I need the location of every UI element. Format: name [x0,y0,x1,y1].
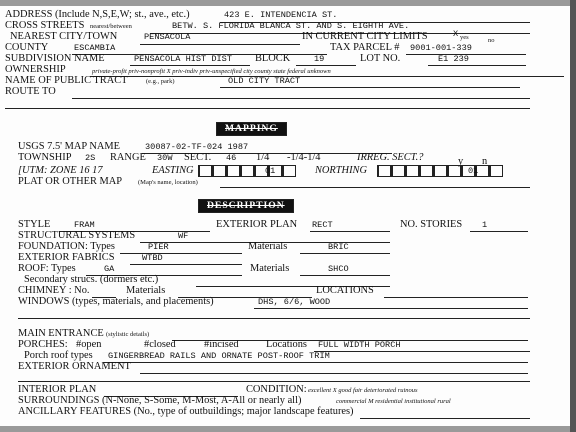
condition-label: CONDITION: [246,384,307,395]
interior-plan-label: INTERIOR PLAN [18,384,97,395]
exterior-plan-label: EXTERIOR PLAN [216,219,298,230]
chimney-locations-label: LOCATIONS [316,285,374,296]
plat-line [220,187,530,188]
stories-value: 1 [482,220,488,230]
route-line-2 [5,108,530,109]
irreg-y: y [458,156,464,167]
roof-label: ROOF: Types [18,263,76,274]
mapping-header: MAPPING [216,122,287,136]
township-label: TOWNSHIP [18,152,72,163]
exterior-fabrics-label: EXTERIOR FABRICS [18,252,115,263]
exterior-ornament-label: EXTERIOR ORNAMENT [18,361,131,372]
township-value: 2S [85,153,96,163]
foundation-line [120,253,242,254]
porch-roof-line [104,362,528,363]
northing-label: NORTHING [315,165,367,176]
public-tract-label: NAME OF PUBLIC TRACT [5,75,128,86]
structural-value: WF [178,231,189,241]
ancillary-line [360,418,530,419]
scan-bottom-edge [0,426,576,432]
ancillary-label: ANCILLARY FEATURES (No., type of outbuildings; major landscape features) [18,406,354,417]
surroundings-label: SURROUNDINGS (N-None, S-Some, M-Most, A-All or nearly all) [18,395,302,406]
county-label: COUNTY [5,42,49,53]
easting-boxes [198,165,296,177]
block-line [296,65,356,66]
range-label: RANGE [110,152,146,163]
windows-line [254,308,528,309]
lot-value: E1 239 [438,54,469,64]
tax-parcel-value: 9001-001-339 [410,43,472,53]
chimney-label: CHIMNEY : No. [18,285,90,296]
northing-boxes [377,165,503,177]
roof-materials-value: SHCO [328,264,349,274]
northing-value: 01 [468,166,479,176]
windows-line-2 [18,318,530,319]
scan-right-edge [570,0,576,432]
exterior-plan-line [310,231,390,232]
porches-incised: #incised [204,339,239,350]
windows-label: WINDOWS (types, materials, and placements) [18,296,214,307]
nearest-city-label: NEAREST CITY/TOWN [10,31,118,42]
nearest-city-value: PENSACOLA [144,32,191,42]
city-limits-label: IN CURRENT CITY LIMITS [302,31,428,42]
lot-line [428,65,526,66]
exterior-ornament-line-2 [18,381,530,382]
foundation-materials-label: Materials [248,241,288,252]
easting-value: 01 [265,166,276,176]
windows-value: DHS, 6/6, WOOD [258,297,331,307]
public-tract-hint: (e.g., park) [146,78,175,85]
city-limits-mark: X [453,29,459,39]
public-tract-line [220,87,520,88]
structural-label: STRUCTURAL SYSTEMS [18,230,136,241]
route-label: ROUTE TO [5,86,56,97]
porches-open: #open [76,339,102,350]
exterior-fabrics-line [130,264,242,265]
stories-label: NO. STORIES [400,219,463,230]
block-value: 19 [314,54,325,64]
county-value: ESCAMBIA [74,43,116,53]
quarter-label: 1/4 [256,152,270,163]
main-entrance-hint: (stylistic details) [106,331,150,338]
quarter-quarter-label: -1/4-1/4 [287,152,321,163]
city-limits-no: no [488,37,495,44]
style-value: FRAM [74,220,95,230]
cross-streets-value: BETW. S. FLORIDA BLANCA ST. AND S. EIGHTH AVE. [172,21,410,31]
nearest-city-line [140,44,300,45]
subdivision-line [130,65,250,66]
porches-label: PORCHES: [18,339,68,350]
city-limits-yes: yes [460,34,469,41]
porches-locations-value: FULL WIDTH PORCH [318,340,401,350]
porches-locations-line [314,351,530,352]
plat-label: PLAT OR OTHER MAP [18,176,123,187]
stories-line [470,231,528,232]
exterior-plan-value: RECT [312,220,333,230]
scan-top-edge [0,0,576,6]
ownership-label: OWNERSHIP [5,64,66,75]
irreg-sect-label: IRREG. SECT.? [357,152,424,163]
usgs-value: 30087-02-TF-024 1987 [145,142,249,152]
cross-streets-label: CROSS STREETS [5,20,85,31]
plat-hint: (Map's name, location) [138,179,198,186]
foundation-value: PIER [148,242,169,252]
exterior-fabrics-value: WTBD [142,253,163,263]
tax-parcel-label: TAX PARCEL # [330,42,400,53]
porches-locations-label: Locations [266,339,307,350]
exterior-ornament-line [140,373,528,374]
address-label: ADDRESS (Include N,S,E,W; st., ave., etc.) [5,9,190,20]
easting-label: EASTING [152,165,194,176]
secondary-label: Secondary strucs. (dormers etc.) [24,274,159,285]
sect-value: 46 [226,153,237,163]
sect-label: SECT. [184,152,212,163]
public-tract-value: OLD CITY TRACT [228,76,301,86]
cross-streets-hint: nearest/between [90,23,132,30]
utm-label: [UTM: ZONE 16 17 [18,165,103,176]
lot-label: LOT NO. [360,53,401,64]
subdivision-value: PENSACOLA HIST DIST [134,54,232,64]
block-label: BLOCK [255,53,291,64]
irreg-n: n [482,156,488,167]
surroundings-options: commercial M residential institutional rural [336,398,451,405]
porch-roof-label: Porch roof types [24,350,93,361]
porch-roof-value: GINGERBREAD RAILS AND ORNATE POST-ROOF TRIM [108,351,330,361]
foundation-materials-line [300,253,390,254]
ownership-options: private-profit priv-nonprofit X priv-indiv priv-unspecified city county state federal unknown [92,68,331,75]
range-value: 30W [157,153,173,163]
porches-closed: #closed [144,339,176,350]
foundation-label: FOUNDATION: Types [18,241,115,252]
route-line [72,98,530,99]
address-value: 423 E. INTENDENCIA ST. [224,10,338,20]
roof-value: GA [104,264,115,274]
subdivision-label: SUBDIVISION NAME [5,53,105,64]
roof-materials-line [300,275,390,276]
foundation-materials-value: BRIC [328,242,349,252]
description-header: DESCRIPTION [198,199,294,213]
usgs-label: USGS 7.5' MAP NAME [18,141,120,152]
chimney-locations-line [384,297,528,298]
roof-materials-label: Materials [250,263,290,274]
condition-options: excellent X good fair deteriorated ruinous [308,387,418,394]
style-label: STYLE [18,219,51,230]
main-entrance-label: MAIN ENTRANCE [18,328,104,339]
chimney-materials-label: Materials [126,285,166,296]
ownership-line [90,76,564,77]
